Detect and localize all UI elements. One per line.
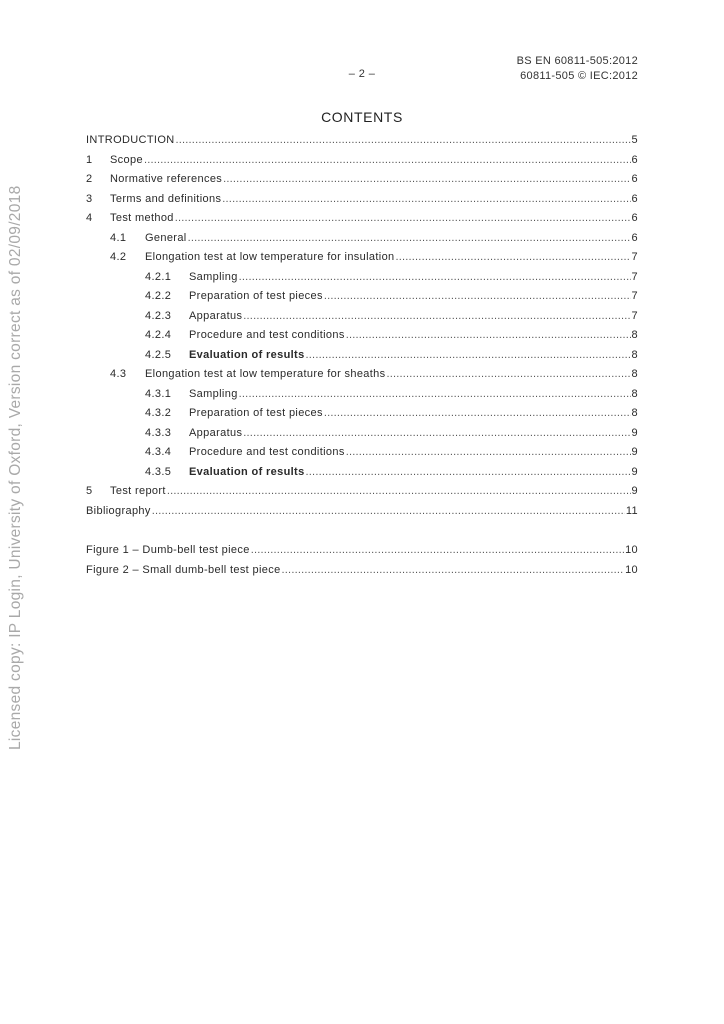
page-number: – 2 –: [348, 68, 376, 80]
toc-entry-page: 6: [631, 173, 638, 185]
dot-leader: [243, 307, 630, 327]
dot-leader: [239, 385, 631, 405]
dot-leader: [282, 561, 625, 581]
toc-entry-number: 4.2.5: [145, 348, 172, 361]
toc-entry-number: 4.2: [110, 251, 127, 263]
toc-entry-title: Elongation test at low temperature for insulation: [145, 251, 395, 263]
toc-entry-title: Apparatus: [189, 309, 243, 322]
standard-reference: [517, 54, 638, 84]
toc-entry-page: 7: [631, 309, 638, 322]
toc-entry-evaluation-of-results[interactable]: [86, 346, 638, 366]
toc-entry-number: 5: [86, 485, 93, 497]
toc-entry-page: 9: [631, 446, 638, 458]
toc-entry-elongation-sheaths[interactable]: [86, 365, 638, 385]
toc-entry-general[interactable]: [86, 229, 638, 249]
toc-figure-title: Figure 1 – Dumb-bell test piece: [86, 544, 250, 556]
dot-leader: [346, 326, 631, 346]
dot-leader: [167, 482, 631, 502]
toc-entry-preparation-of-test-pieces[interactable]: [86, 287, 638, 307]
dot-leader: [396, 248, 631, 268]
toc-entry-title: Terms and definitions: [110, 192, 222, 205]
toc-entry-page: 7: [631, 270, 638, 283]
license-watermark: Licensed copy: IP Login, University of Oxford, Version correct as of 02/09/2018: [7, 185, 24, 750]
toc-entry-title: Procedure and test conditions: [189, 446, 345, 458]
toc-entry-introduction[interactable]: [86, 131, 638, 151]
dot-leader: [346, 443, 631, 463]
toc-entry-page: 6: [631, 231, 638, 244]
standard-reference-line-2: 60811-505 © IEC:2012: [520, 70, 638, 82]
dot-leader: [175, 209, 631, 229]
toc-entry-number: 4.2.1: [145, 270, 172, 283]
toc-entry-page: 8: [631, 387, 638, 400]
dot-leader: [176, 131, 631, 151]
toc-entry-number: 4: [86, 212, 93, 224]
toc-entry-number: 4.1: [110, 231, 127, 244]
table-of-contents: [86, 131, 638, 580]
toc-entry-title: Preparation of test pieces: [189, 290, 323, 302]
toc-entry-page: 8: [631, 329, 638, 341]
toc-entry-title: Bibliography: [86, 504, 151, 517]
toc-entry-number: 2: [86, 173, 93, 185]
toc-entry-evaluation-of-results[interactable]: [86, 463, 638, 483]
toc-entry-terms-and-definitions[interactable]: [86, 190, 638, 210]
toc-entry-title: Normative references: [110, 173, 223, 185]
toc-entry-test-method[interactable]: [86, 209, 638, 229]
dot-leader: [306, 346, 631, 366]
toc-entry-page: 6: [631, 153, 638, 166]
dot-leader: [306, 463, 631, 483]
toc-entry-number: 4.2.2: [145, 290, 172, 302]
dot-leader: [188, 229, 631, 249]
toc-entry-sampling[interactable]: [86, 385, 638, 405]
toc-entry-number: 4.2.3: [145, 309, 172, 322]
toc-entry-number: 4.3.5: [145, 465, 172, 478]
toc-entry-page: 9: [631, 465, 638, 478]
toc-figure-page: 10: [625, 563, 638, 576]
standard-reference-line-1: BS EN 60811-505:2012: [516, 55, 638, 67]
toc-entry-number: 4.3: [110, 368, 127, 380]
toc-figure-entry-1[interactable]: [86, 541, 638, 561]
toc-entry-title: Sampling: [189, 270, 238, 283]
toc-entry-title: Procedure and test conditions: [189, 329, 345, 341]
toc-entry-number: 4.3.4: [145, 446, 172, 458]
toc-figure-title: Figure 2 – Small dumb-bell test piece: [86, 563, 281, 576]
toc-entry-title: INTRODUCTION: [86, 134, 175, 146]
dot-leader: [251, 541, 624, 561]
toc-entry-title: Apparatus: [189, 426, 243, 439]
toc-entry-preparation-of-test-pieces[interactable]: [86, 404, 638, 424]
dot-leader: [239, 268, 631, 288]
toc-entry-title: General: [145, 231, 187, 244]
dot-leader: [144, 151, 631, 171]
toc-entry-title: Evaluation of results: [189, 465, 305, 478]
toc-entry-sampling[interactable]: [86, 268, 638, 288]
section-gap: [86, 521, 638, 541]
toc-entry-title: Elongation test at low temperature for sheaths: [145, 368, 386, 380]
toc-entry-number: 3: [86, 192, 93, 205]
toc-entry-apparatus[interactable]: [86, 307, 638, 327]
dot-leader: [243, 424, 630, 444]
dot-leader: [387, 365, 631, 385]
toc-entry-page: 8: [631, 407, 638, 419]
toc-entry-title: Sampling: [189, 387, 238, 400]
toc-entry-number: 4.3.1: [145, 387, 172, 400]
dot-leader: [222, 190, 630, 210]
dot-leader: [223, 170, 630, 190]
toc-entry-number: 4.2.4: [145, 329, 172, 341]
toc-entry-elongation-insulation[interactable]: [86, 248, 638, 268]
toc-entry-title: Scope: [110, 153, 143, 166]
toc-entry-procedure-and-test-conditions[interactable]: [86, 443, 638, 463]
toc-entry-title: Evaluation of results: [189, 348, 305, 361]
toc-entry-title: Preparation of test pieces: [189, 407, 323, 419]
toc-entry-page: 11: [625, 504, 638, 517]
dot-leader: [152, 502, 625, 522]
toc-entry-number: 1: [86, 153, 93, 166]
toc-entry-scope[interactable]: [86, 151, 638, 171]
toc-entry-page: 6: [631, 212, 638, 224]
toc-entry-normative-references[interactable]: [86, 170, 638, 190]
toc-entry-title: Test method: [110, 212, 174, 224]
toc-entry-number: 4.3.2: [145, 407, 172, 419]
toc-entry-page: 7: [631, 251, 638, 263]
dot-leader: [324, 404, 631, 424]
toc-figure-entry-2[interactable]: [86, 561, 638, 581]
toc-figure-page: 10: [625, 544, 638, 556]
toc-entry-apparatus[interactable]: [86, 424, 638, 444]
toc-entry-page: 9: [631, 485, 638, 497]
toc-entry-number: 4.3.3: [145, 426, 172, 439]
toc-entry-page: 8: [631, 348, 638, 361]
toc-entry-page: 9: [631, 426, 638, 439]
toc-entry-page: 7: [631, 290, 638, 302]
toc-entry-page: 5: [631, 134, 638, 146]
toc-entry-title: Test report: [110, 485, 166, 497]
toc-entry-page: 8: [631, 368, 638, 380]
toc-entry-procedure-and-test-conditions[interactable]: [86, 326, 638, 346]
toc-entry-test-report[interactable]: [86, 482, 638, 502]
toc-title: CONTENTS: [321, 109, 403, 125]
toc-entry-page: 6: [631, 192, 638, 205]
dot-leader: [324, 287, 631, 307]
toc-entry-bibliography[interactable]: [86, 502, 638, 522]
